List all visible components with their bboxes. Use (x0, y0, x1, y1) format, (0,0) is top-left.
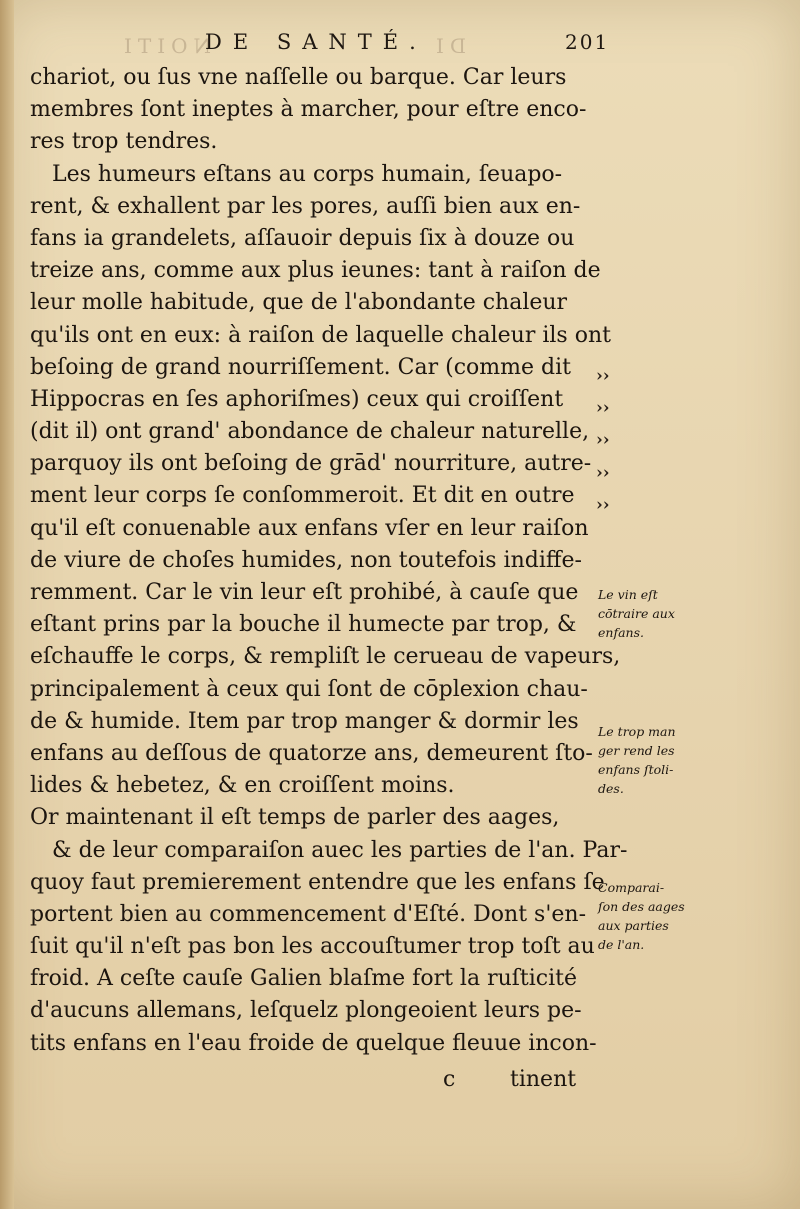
text-line: parquoy ils ont beſoing de grād' nourriture, autre- (30, 451, 592, 477)
text-line: rent, & exhallent par les pores, auſſi bien aux en- (30, 193, 581, 219)
margin-note-line: aux parties (598, 918, 669, 933)
text-line: Hippocras en ſes aphoriſmes) ceux qui croiſſent (30, 386, 564, 412)
margin-note-overeating (598, 722, 694, 798)
text-line: enfans au deſſous de quatorze ans, demeurent ſto- (30, 740, 593, 766)
quote-marker: ›› (596, 462, 610, 483)
bleed-through-header-right: DI (430, 34, 466, 58)
text-line: lides & hebetez, & en croiſſent moins. (30, 773, 455, 799)
text-line: Or maintenant il eſt temps de parler des aages, (30, 805, 560, 831)
margin-note-line: cōtraire aux (598, 606, 675, 621)
text-line: beſoing de grand nourriſſement. Car (comme dit (30, 354, 571, 380)
quotation-markers (596, 360, 610, 521)
text-line: eſtant prins par la bouche il humecte par trop, & (30, 612, 577, 638)
margin-note-comparison (598, 878, 694, 954)
margin-note-wine (598, 585, 694, 642)
text-line: & de leur comparaiſon auec les parties de l'an. Par- (52, 837, 628, 863)
quote-marker: ›› (596, 430, 610, 451)
text-line: ſuit qu'il n'eſt pas bon les accouſtumer trop toſt au (30, 934, 595, 960)
text-line: froid. A ceſte cauſe Galien blaſme fort la ruſticité (30, 966, 577, 992)
text-line: qu'il eſt conuenable aux enfans vſer en leur raiſon (30, 515, 589, 541)
margin-note-line: Le trop man (598, 724, 676, 739)
text-line: fans ia grandelets, aſſauoir depuis ſix à douze ou (30, 225, 575, 251)
text-line: de viure de choſes humides, non toutefois indiffe- (30, 547, 582, 573)
text-line: de & humide. Item par trop manger & dormir les (30, 708, 579, 734)
margin-note-line: de l'an. (598, 937, 645, 952)
margin-note-line: ger rend les (598, 743, 675, 758)
text-line: tits enfans en l'eau froide de quelque fleuue incon- (30, 1030, 597, 1056)
text-line: eſchauffe le corps, & rempliſt le cerueau de vapeurs, (30, 644, 621, 670)
text-line: remment. Car le vin leur eſt prohibé, à cauſe que (30, 580, 579, 605)
text-line: (dit il) ont grand' abondance de chaleur naturelle, (30, 419, 590, 445)
text-line: res trop tendres. (30, 129, 218, 155)
quote-marker: ›› (596, 398, 610, 419)
bleed-through-header-left: NOITI (118, 34, 212, 58)
quote-marker: ›› (596, 366, 610, 386)
text-line: principalement à ceux qui ſont de cōplexion chau- (30, 676, 588, 702)
text-line: portent bien au commencement d'Eſté. Dont s'en- (30, 901, 587, 927)
running-head: DE SANTÉ. (205, 30, 427, 54)
text-line: chariot, ou ſus vne naſſelle ou barque. Car leurs (30, 65, 567, 90)
signature-mark: c (443, 1067, 456, 1092)
text-line: Les humeurs eſtans au corps humain, ſeuapo- (52, 161, 563, 187)
page-gutter (0, 0, 14, 1209)
text-line: ment leur corps ſe conſommeroit. Et dit en outre (30, 483, 575, 509)
catchword: tinent (510, 1067, 577, 1092)
text-line: d'aucuns allemans, leſquelz plongeoient leurs pe- (30, 998, 582, 1024)
margin-note-line: Le vin eſt (598, 587, 658, 602)
margin-note-line: enfans ſtoli- (598, 762, 674, 777)
margin-note-line: ſon des aages (598, 899, 685, 914)
text-line: leur molle habitude, que de l'abondante chaleur (30, 290, 568, 316)
quote-marker: ›› (596, 494, 610, 515)
text-line: treize ans, comme aux plus ieunes: tant à raiſon de (30, 258, 601, 284)
page-number: 201 (565, 30, 610, 54)
margin-note-line: des. (598, 781, 624, 796)
text-line: quoy faut premierement entendre que les enfans ſe (30, 869, 605, 895)
text-line: membres ſont ineptes à marcher, pour eſtre enco- (30, 97, 587, 123)
margin-note-line: Comparai- (598, 880, 665, 895)
margin-note-line: enfans. (598, 625, 644, 640)
text-line: qu'ils ont en eux: à raiſon de laquelle chaleur ils ont (30, 322, 611, 348)
